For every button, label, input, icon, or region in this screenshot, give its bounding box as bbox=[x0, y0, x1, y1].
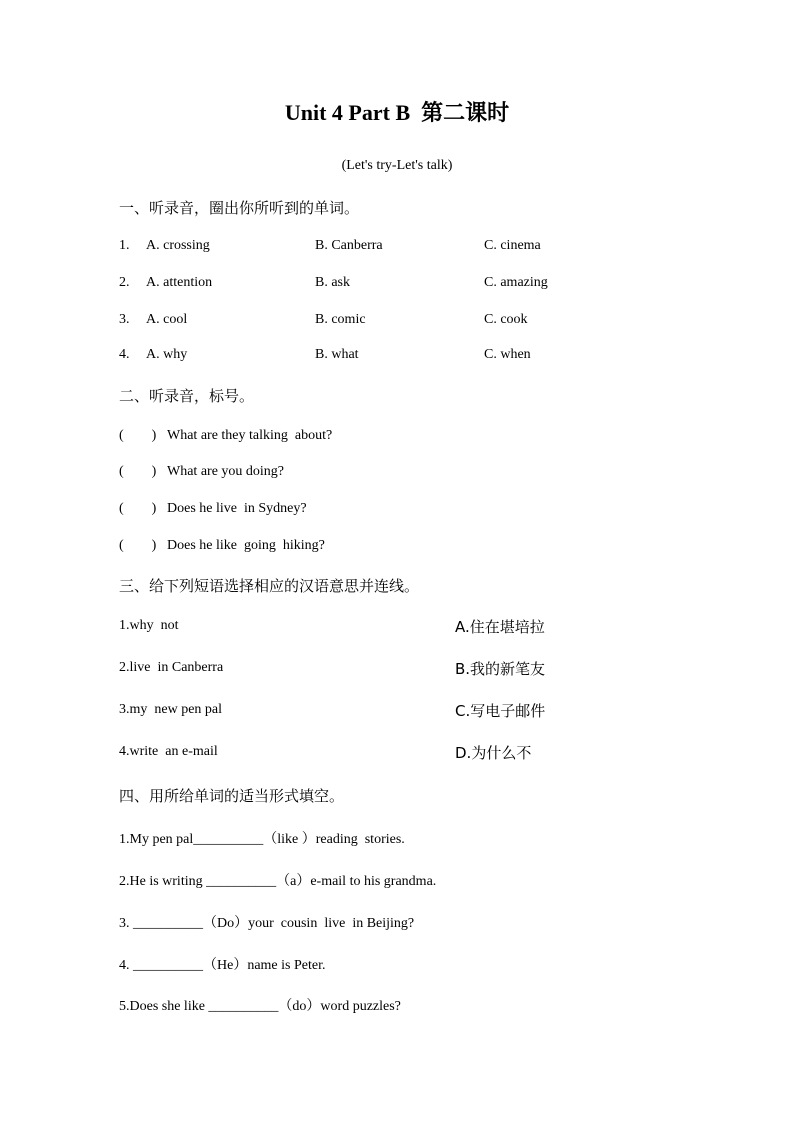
phrase-english: 4.write an e-mail bbox=[119, 744, 218, 759]
phrase-english: 3.my new pen pal bbox=[119, 702, 223, 717]
option-c: C. cook bbox=[484, 312, 528, 327]
phrase-chinese: B.我的新笔友 bbox=[455, 660, 546, 678]
option-b: B. Canberra bbox=[315, 238, 383, 253]
section-3-heading: 三、给下列短语选择相应的汉语意思并连线。 bbox=[119, 577, 420, 595]
sentence-text: What are you doing? bbox=[167, 464, 285, 479]
option-number: 3. bbox=[119, 312, 130, 327]
phrase-chinese: D.为什么不 bbox=[455, 744, 532, 762]
option-a: A. crossing bbox=[146, 238, 210, 253]
option-b: B. what bbox=[315, 347, 359, 362]
fill-blank-item: 1.My pen pal__________（like ）reading stories. bbox=[119, 832, 405, 847]
fill-blank-item: 2.He is writing __________（a）e-mail to his grandma. bbox=[119, 874, 437, 889]
answer-bracket: ( ) bbox=[119, 501, 157, 516]
option-c: C. when bbox=[484, 347, 531, 362]
option-number: 4. bbox=[119, 347, 130, 362]
option-number: 1. bbox=[119, 238, 130, 253]
answer-bracket: ( ) bbox=[119, 538, 157, 553]
page-subtitle: (Let's try-Let's talk) bbox=[341, 158, 453, 173]
sentence-text: Does he live in Sydney? bbox=[167, 501, 307, 516]
phrase-english: 1.why not bbox=[119, 618, 179, 633]
section-1-heading: 一、听录音，圈出你所听到的单词。 bbox=[119, 199, 360, 217]
option-c: C. cinema bbox=[484, 238, 541, 253]
sentence-text: Does he like going hiking? bbox=[167, 538, 325, 553]
answer-bracket: ( ) bbox=[119, 428, 157, 443]
sentence-text: What are they talking about? bbox=[167, 428, 333, 443]
answer-bracket: ( ) bbox=[119, 464, 157, 479]
phrase-english: 2.live in Canberra bbox=[119, 660, 224, 675]
section-2-heading: 二、听录音，标号。 bbox=[119, 387, 255, 405]
option-number: 2. bbox=[119, 275, 130, 290]
option-b: B. comic bbox=[315, 312, 366, 327]
option-a: A. why bbox=[146, 347, 188, 362]
phrase-chinese: A.住在堪培拉 bbox=[455, 618, 545, 636]
fill-blank-item: 3. __________（Do）your cousin live in Beijing? bbox=[119, 916, 415, 931]
option-a: A. cool bbox=[146, 312, 188, 327]
option-b: B. ask bbox=[315, 275, 350, 290]
phrase-chinese: C.写电子邮件 bbox=[455, 702, 546, 720]
option-c: C. amazing bbox=[484, 275, 548, 290]
fill-blank-item: 4. __________（He）name is Peter. bbox=[119, 958, 326, 973]
fill-blank-item: 5.Does she like __________（do）word puzzles? bbox=[119, 999, 401, 1014]
section-4-heading: 四、用所给单词的适当形式填空。 bbox=[119, 787, 345, 805]
option-a: A. attention bbox=[146, 275, 213, 290]
page-title: Unit 4 Part B 第二课时 bbox=[284, 100, 510, 125]
